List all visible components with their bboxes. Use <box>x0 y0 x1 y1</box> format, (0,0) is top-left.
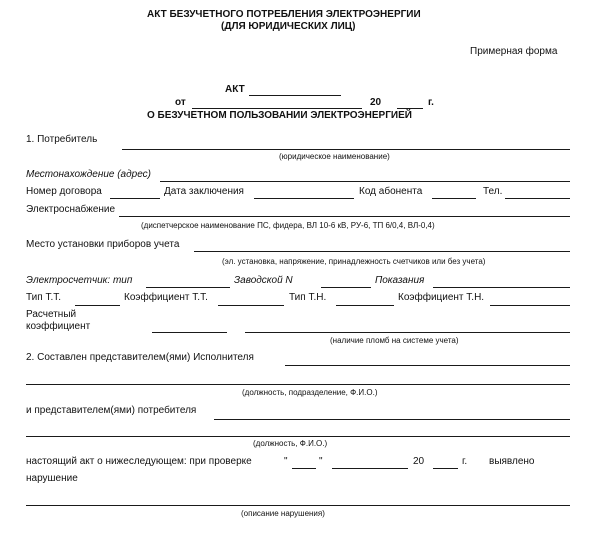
meter-place-label: Место установки приборов учета <box>26 239 180 250</box>
violation-label: нарушение <box>26 473 78 484</box>
calc-coef-line[interactable] <box>152 332 227 333</box>
consumer-rep-hint: (должность, Ф.И.О.) <box>253 439 328 448</box>
document-title: АКТ БЕЗУЧЕТНОГО ПОТРЕБЛЕНИЯ ЭЛЕКТРОЭНЕРГИИ <box>147 9 421 20</box>
inspection-month-line[interactable] <box>332 468 408 469</box>
executor-line-1[interactable] <box>285 365 570 366</box>
act-date-from-label: от <box>175 97 186 108</box>
statement-quote-close: " <box>319 456 323 467</box>
executor-line-2[interactable] <box>26 384 570 385</box>
statement-quote-open: " <box>284 456 288 467</box>
meter-place-hint: (эл. установка, напряжение, принадлежность счетчиков или без учета) <box>222 257 486 266</box>
ct-type-label: Тип Т.Т. <box>26 292 62 303</box>
document-subtitle: (ДЛЯ ЮРИДИЧЕСКИХ ЛИЦ) <box>221 21 356 32</box>
seals-hint: (наличие пломб на системе учета) <box>330 336 459 345</box>
vt-type-line[interactable] <box>336 305 394 306</box>
phone-label: Тел. <box>483 186 503 197</box>
vt-coef-label: Коэффициент Т.Н. <box>398 292 485 303</box>
act-year-line[interactable] <box>397 108 423 109</box>
location-line[interactable] <box>160 181 570 182</box>
consumer-name-hint: (юридическое наименование) <box>279 152 390 161</box>
ct-coef-label: Коэффициент Т.Т. <box>124 292 208 303</box>
meter-type-label: Электросчетчик: тип <box>26 275 133 286</box>
serial-number-label: Заводской N <box>234 275 293 286</box>
conclusion-date-line[interactable] <box>254 198 354 199</box>
serial-number-line[interactable] <box>321 287 371 288</box>
act-label: АКТ <box>225 84 245 95</box>
location-label: Местонахождение (адрес) <box>26 169 151 180</box>
statement-text: настоящий акт о нижеследующем: при проверке <box>26 456 252 467</box>
violation-line[interactable] <box>26 505 570 506</box>
consumer-rep-label: и представителем(ями) потребителя <box>26 405 197 416</box>
act-year-prefix: 20 <box>370 97 382 108</box>
section2-label: 2. Составлен представителем(ями) Исполнителя <box>26 352 254 363</box>
meter-place-line[interactable] <box>194 251 570 252</box>
found-label: выявлено <box>489 456 535 467</box>
vt-type-label: Тип Т.Н. <box>289 292 327 303</box>
contract-number-line[interactable] <box>110 198 160 199</box>
statement-year-suffix: г. <box>462 456 468 467</box>
inspection-day-line[interactable] <box>292 468 316 469</box>
consumer-rep-line-1[interactable] <box>214 419 570 420</box>
phone-line[interactable] <box>505 198 570 199</box>
act-date-line[interactable] <box>192 108 362 109</box>
contract-number-label: Номер договора <box>26 186 102 197</box>
act-year-suffix: г. <box>428 97 434 108</box>
ct-coef-line[interactable] <box>218 305 284 306</box>
subscriber-code-line[interactable] <box>432 198 476 199</box>
seals-line[interactable] <box>245 332 570 333</box>
executor-hint: (должность, подразделение, Ф.И.О.) <box>242 388 378 397</box>
power-supply-label: Электроснабжение <box>26 204 116 215</box>
vt-coef-line[interactable] <box>490 305 570 306</box>
readings-line[interactable] <box>433 287 570 288</box>
subscriber-code-label: Код абонента <box>359 186 423 197</box>
conclusion-date-label: Дата заключения <box>164 186 244 197</box>
act-subtitle: О БЕЗУЧЕТНОМ ПОЛЬЗОВАНИИ ЭЛЕКТРОЭНЕРГИЕЙ <box>147 110 412 121</box>
power-supply-hint: (диспетчерское наименование ПС, фидера, ВЛ 10-6 кВ, РУ-6, ТП 6/0,4, ВЛ-0,4) <box>141 221 435 230</box>
consumer-name-line[interactable] <box>122 149 570 150</box>
sample-form-note: Примерная форма <box>470 46 558 57</box>
statement-year-prefix: 20 <box>413 456 425 467</box>
violation-hint: (описание нарушения) <box>241 509 325 518</box>
meter-type-line[interactable] <box>146 287 230 288</box>
consumer-rep-line-2[interactable] <box>26 436 570 437</box>
act-number-line[interactable] <box>249 95 341 96</box>
ct-type-line[interactable] <box>75 305 120 306</box>
calc-coef-label-line1: Расчетный <box>26 309 77 320</box>
consumer-label: 1. Потребитель <box>26 134 98 145</box>
calc-coef-label-line2: коэффициент <box>26 321 91 332</box>
inspection-year-line[interactable] <box>433 468 458 469</box>
readings-label: Показания <box>375 275 425 286</box>
power-supply-line[interactable] <box>119 216 570 217</box>
